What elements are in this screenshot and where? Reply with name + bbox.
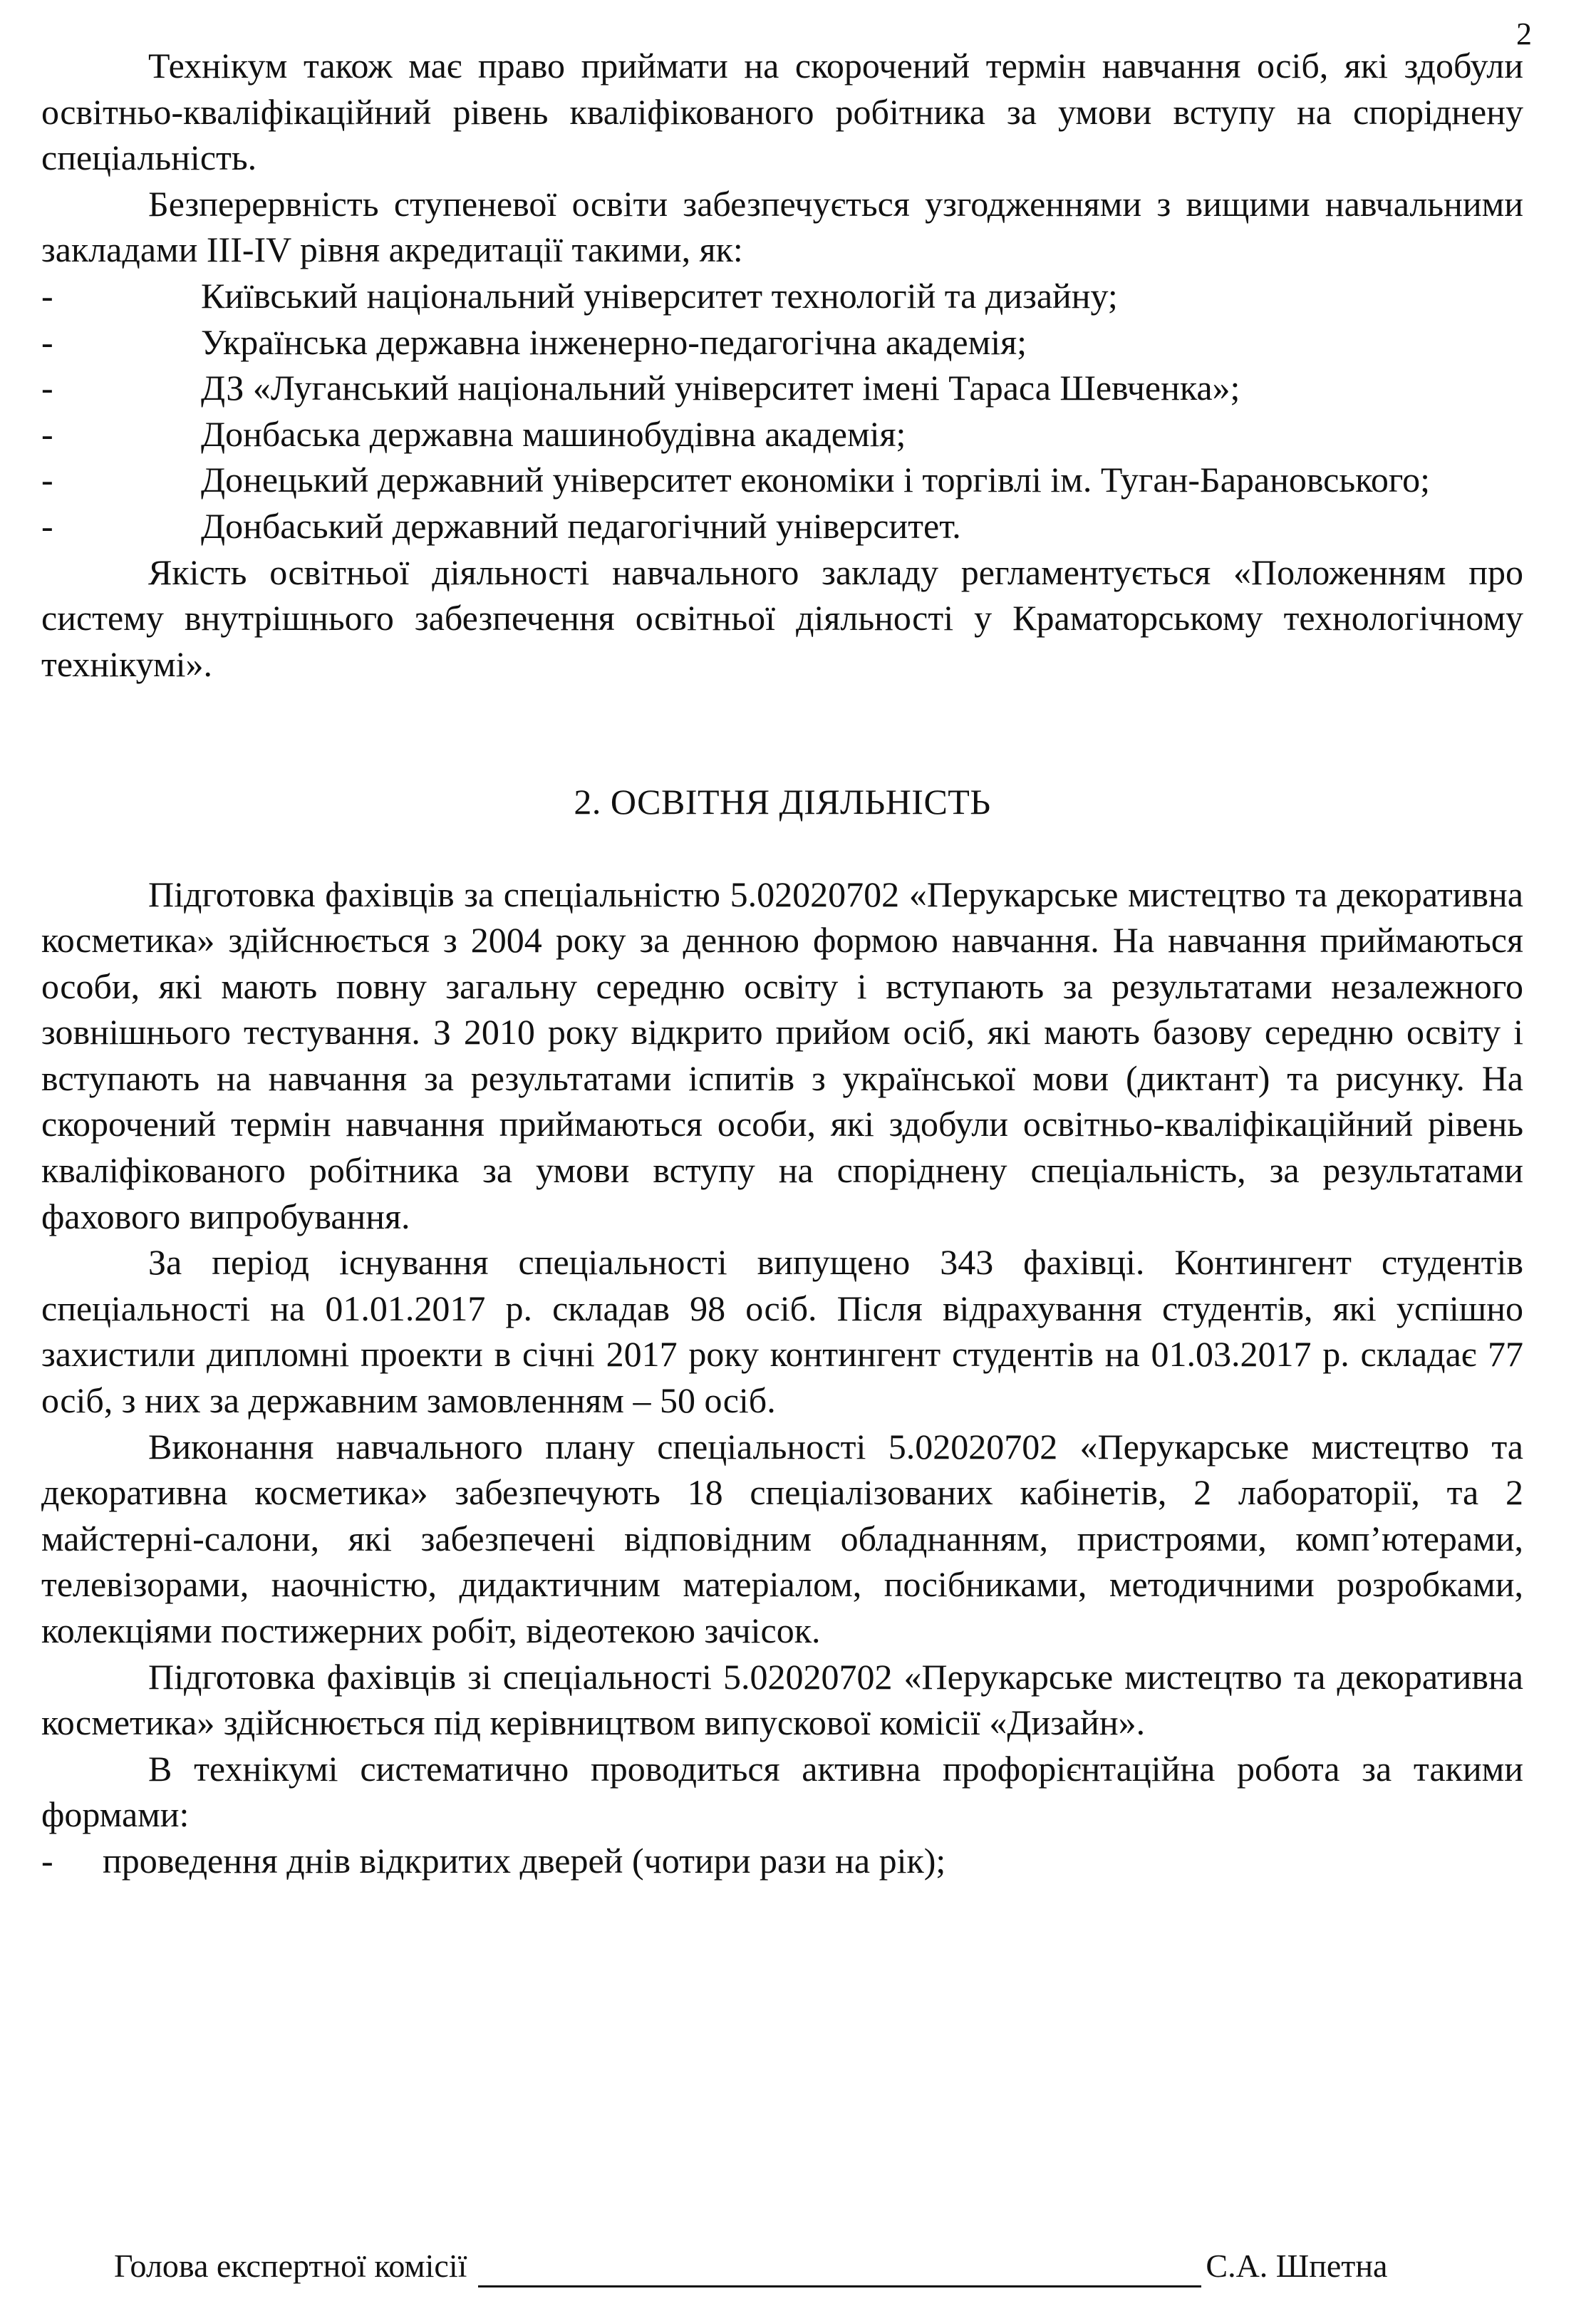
footer-signatory: С.А. Шпетна <box>1206 2248 1388 2284</box>
career-forms-list <box>41 1838 1523 1884</box>
list-item <box>41 365 1523 411</box>
paragraph-commission: Підготовка фахівців зі спеціальності 5.02020702 «Перукарське мистецтво та декоративна косметика» здійснюється під керівництвом випускової комісії «Дизайн». <box>41 1656 1523 1743</box>
paragraph-facilities: Виконання навчального плану спеціальності 5.02020702 «Перукарське мистецтво та декоративна косметика» забезпечують 18 спеціалізованих кабінетів, 2 лабораторії, та 2 майстерні-салони, які забезпечені відповідним обладнанням, пристроями, комп’ютерами, телевізорами, наочністю, дидактичним матеріалом, посібниками, методичними розробками, колекціями постижерних робіт, відеотекою зачісок. <box>41 1426 1523 1650</box>
list-item-text: проведення днів відкритих дверей (чотири рази на рік); <box>103 1840 946 1881</box>
list-dash: - <box>41 505 53 546</box>
paragraph-career-guidance: В технікумі систематично проводиться активна профорієнтаційна робота за такими формами: <box>41 1748 1523 1835</box>
list-item-text: Донбаська державна машинобудівна академія; <box>201 413 906 454</box>
paragraph-training: Підготовка фахівців за спеціальністю 5.02020702 «Перукарське мистецтво та декоративна косметика» здійснюється з 2004 року за денною формою навчання. На навчання приймаються особи, які мають повну загальну середню освіту і вступають за результатами незалежного зовнішнього тестування. З 2010 року відкрито прийом осіб, які мають базову середню освіту і вступають на навчання за результатами іспитів з української мови (диктант) та рисунку. На скорочений термін навчання приймаються особи, які здобули освітньо-кваліфікаційний рівень кваліфікованого робітника за умови вступу на споріднену спеціальність, за результатами фахового випробування. <box>41 874 1523 1236</box>
footer-label: Голова експертної комісії <box>114 2248 467 2284</box>
list-dash: - <box>41 368 53 408</box>
document-body <box>41 43 1523 1884</box>
paragraph-shortened-term: Технікум також має право приймати на скорочений термін навчання осіб, які здобули освітньо-кваліфікаційний рівень кваліфікованого робітника за умови вступу на споріднену спеціальність. <box>41 46 1523 178</box>
paragraph-quality: Якість освітньої діяльності навчального закладу регламентується «Положенням про систему внутрішнього забезпечення освітньої діяльності у Краматорському технологічному технікумі». <box>41 552 1523 684</box>
list-item-text: Київський національний університет технологій та дизайну; <box>201 275 1118 316</box>
list-item <box>41 319 1523 366</box>
paragraph-graduates: За період існування спеціальності випущено 343 фахівці. Контингент студентів спеціальності на 01.01.2017 р. складав 98 осіб. Після відрахування студентів, які успішно захистили дипломні проекти в січні 2017 року контингент студентів на 01.03.2017 р. складає 77 осіб, з них за державним замовленням – 50 осіб. <box>41 1242 1523 1421</box>
list-item <box>41 1838 1523 1884</box>
section-heading: 2. ОСВІТНЯ ДІЯЛЬНІСТЬ <box>574 782 991 822</box>
list-item-text: Українська державна інженерно-педагогічна академія; <box>201 321 1027 362</box>
page-number: 2 <box>1516 16 1532 51</box>
signature-line <box>478 2254 1201 2287</box>
signature-footer <box>114 2245 1468 2287</box>
list-item <box>41 411 1523 457</box>
list-dash: - <box>41 413 53 454</box>
list-item-text: Донецький державний університет економіки і торгівлі ім. Туган-Барановського; <box>201 460 1431 500</box>
universities-list <box>41 273 1523 549</box>
list-item <box>41 457 1523 503</box>
list-item <box>41 503 1523 549</box>
spacer <box>41 687 1523 779</box>
list-item <box>41 273 1523 319</box>
list-dash: - <box>41 275 53 316</box>
list-dash: - <box>41 460 53 500</box>
paragraph-continuity: Безперервність ступеневої освіти забезпечується узгодженнями з вищими навчальними закладами ІІІ-IV рівня акредитації такими, як: <box>41 183 1523 270</box>
list-item-text: ДЗ «Луганський національний університет імені Тараса Шевченка»; <box>201 368 1240 408</box>
list-dash: - <box>41 1840 53 1881</box>
list-item-text: Донбаський державний педагогічний університет. <box>201 505 961 546</box>
list-dash: - <box>41 321 53 362</box>
spacer <box>41 825 1523 872</box>
